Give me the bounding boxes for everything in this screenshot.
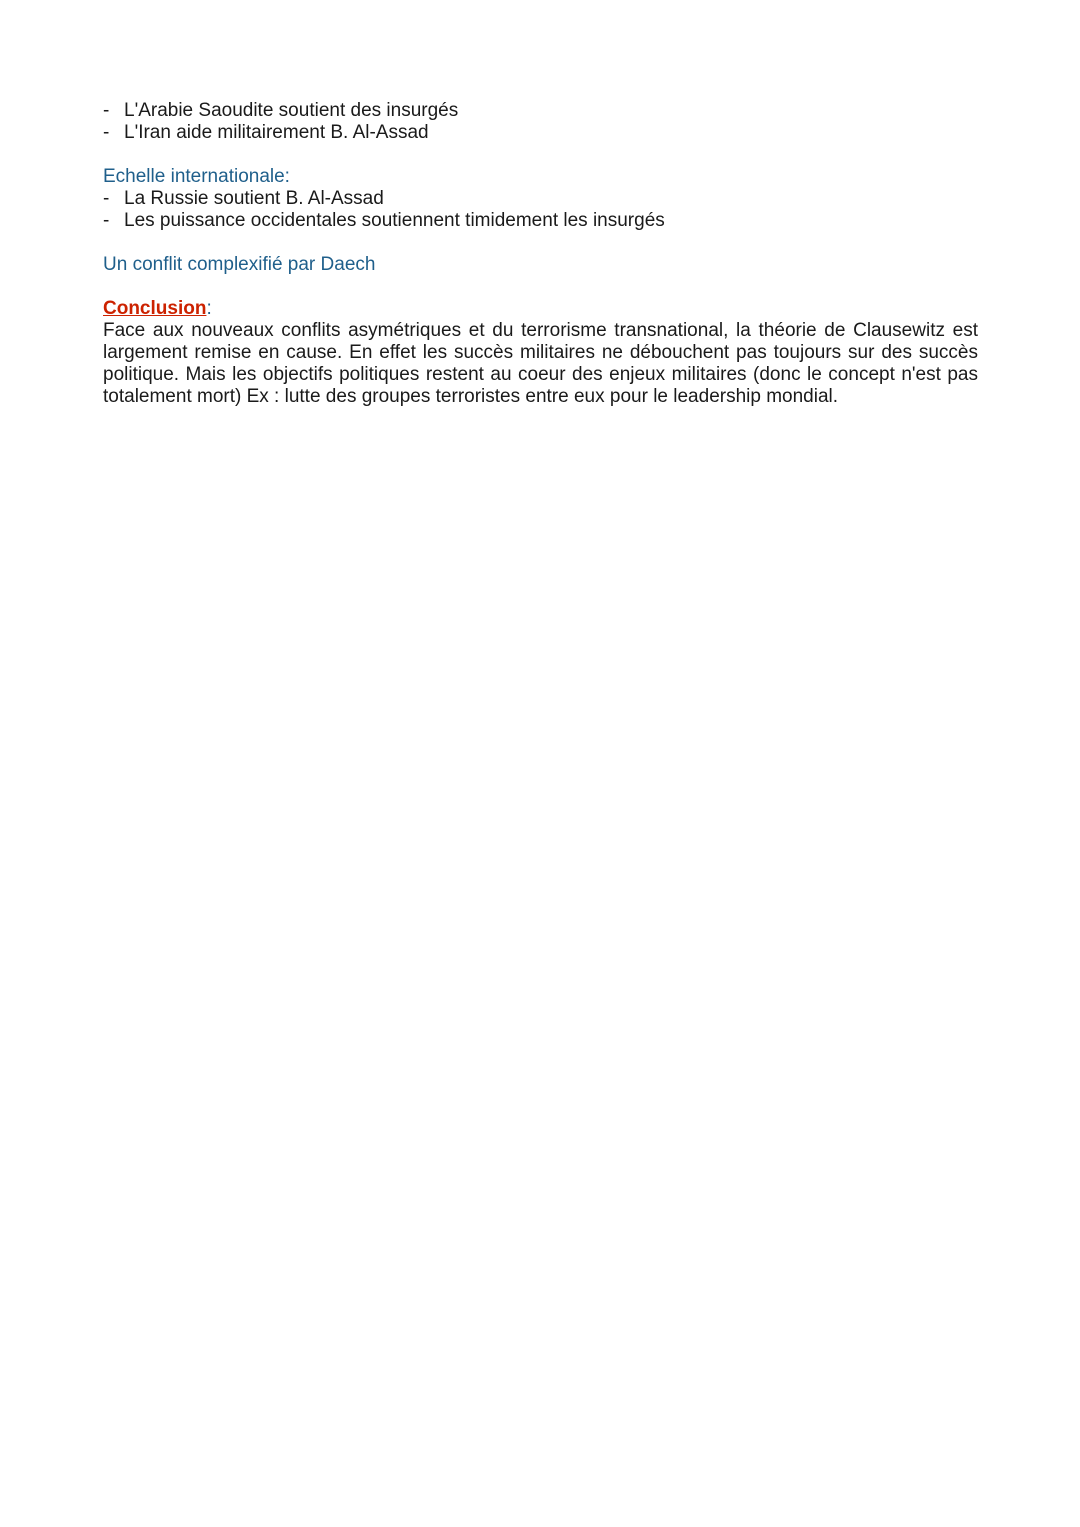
list-item-text: L'Iran aide militairement B. Al-Assad bbox=[124, 122, 429, 143]
spacer bbox=[103, 144, 978, 166]
dash-bullet: - bbox=[103, 100, 110, 121]
dash-bullet: - bbox=[103, 210, 110, 231]
page-content bbox=[103, 100, 978, 408]
list-item bbox=[103, 100, 978, 122]
list-item-text: Les puissance occidentales soutiennent timidement les insurgés bbox=[124, 210, 665, 231]
list-item bbox=[103, 122, 978, 144]
list-item bbox=[103, 210, 978, 232]
list-item bbox=[103, 188, 978, 210]
list-item-text: L'Arabie Saoudite soutient des insurgés bbox=[124, 100, 459, 121]
spacer bbox=[103, 276, 978, 298]
conclusion-paragraph: Face aux nouveaux conflits asymétriques et du terrorisme transnational, la théorie de Clausewitz est largement remise en cause. En effet les succès militaires ne débouchent pas toujours sur des succès politique. Mais les objectifs politiques restent au coeur des enjeux militaires (donc le concept n'est pas totalement mort) Ex : lutte des groupes terroristes entre eux pour le leadership mondial. bbox=[103, 320, 978, 407]
spacer bbox=[103, 232, 978, 254]
international-heading: Echelle internationale: bbox=[103, 166, 290, 187]
international-support-list bbox=[103, 188, 978, 232]
conclusion-heading-line bbox=[103, 298, 978, 320]
daech-heading: Un conflit complexifié par Daech bbox=[103, 254, 376, 275]
regional-support-list bbox=[103, 100, 978, 144]
dash-bullet: - bbox=[103, 188, 110, 209]
list-item-text: La Russie soutient B. Al-Assad bbox=[124, 188, 384, 209]
conclusion-title: Conclusion bbox=[103, 298, 207, 319]
dash-bullet: - bbox=[103, 122, 110, 143]
conclusion-colon: : bbox=[206, 298, 212, 319]
